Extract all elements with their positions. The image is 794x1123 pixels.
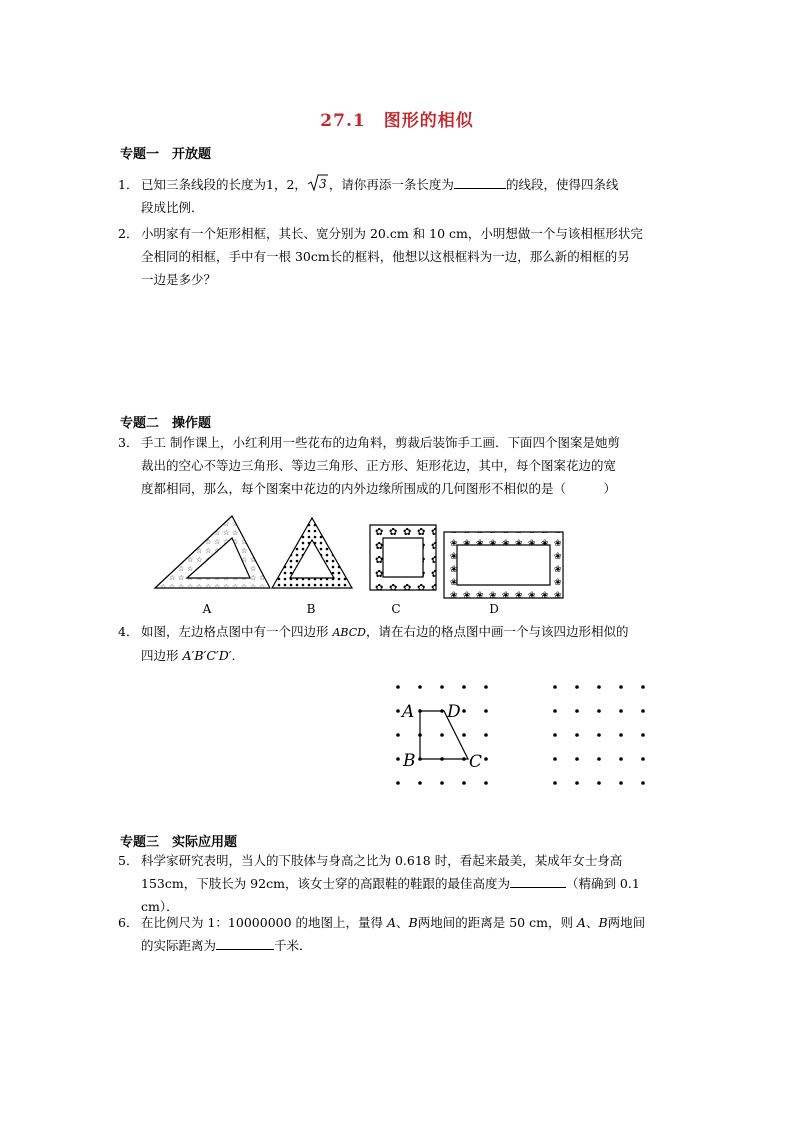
point-label-c: C [469, 752, 483, 772]
question-number: 3． [118, 435, 139, 450]
grid-dot [440, 781, 444, 785]
grid-dot [575, 709, 579, 713]
grid-dot [641, 757, 645, 761]
grid-dot [641, 685, 645, 689]
grid-dot [597, 709, 601, 713]
grid-dot [553, 733, 557, 737]
question-text: 手工 制作课上，小红利用一些花布的边角料，剪裁后装饰手工画．下面四个图案是她剪 裁出的空心不等边三角形、等边三角形、正方形、矩形花边，其中，每个图案花边的宽 度都相同，那么，每个图案中花边的内外边缘所围成的几何图形不相似的是（ ） [141, 435, 620, 496]
grid-dot [462, 709, 466, 713]
question-5 [118, 849, 678, 918]
grid-dot [484, 685, 488, 689]
grid-dot [440, 685, 444, 689]
grid-dot [418, 685, 422, 689]
section-heading-open: 专题一 开放题 [120, 147, 212, 162]
question-4 [118, 620, 678, 667]
question-text: 在比例尺为 1：10000000 的地图上，量得 A、B两地间的距离是 50 cm，则 A、B两地间 的实际距离为 千米． [141, 915, 646, 953]
lace-patterns-figure [150, 510, 570, 602]
grid-dot [575, 781, 579, 785]
answer-blank [454, 175, 506, 189]
question-number: 4． [118, 624, 139, 639]
point-label-d: D [447, 702, 461, 722]
question-2 [118, 222, 678, 291]
grid-dot [641, 733, 645, 737]
grid-dot [484, 733, 488, 737]
question-text: 如图，左边格点图中有一个四边形 ABCD，请在右边的格点图中画一个与该四边形相似的 四边形 A′B′C′D′． [141, 624, 629, 663]
grid-dot [575, 733, 579, 737]
question-number: 5． [118, 853, 139, 868]
grid-dot [597, 685, 601, 689]
grid-dot [619, 709, 623, 713]
grid-dot [484, 781, 488, 785]
question-6 [118, 911, 678, 957]
grid-dot [396, 709, 400, 713]
grid-dot [597, 733, 601, 737]
grid-dot [462, 733, 466, 737]
grid-dot [462, 685, 466, 689]
section-heading-operation: 专题二 操作题 [120, 416, 212, 431]
page-title: 27.1 图形的相似 [320, 111, 474, 131]
grid-dot [396, 781, 400, 785]
option-label-b: B [306, 602, 316, 616]
sqrt-symbol [307, 173, 329, 196]
grid-dot [396, 685, 400, 689]
option-label-a: A [202, 602, 212, 616]
grid-dot [553, 757, 557, 761]
grid-dot [396, 733, 400, 737]
point-label-b: B [403, 751, 416, 771]
point-label-a: A [402, 702, 415, 722]
grid-dot [575, 685, 579, 689]
grid-dot [553, 685, 557, 689]
question-number: 6． [118, 915, 139, 930]
question-text: 已知三条线段的长度为1，2， 3 ，请你再添一条长度为 的线段，使得四条线 段成比例． [141, 173, 678, 219]
sqrt-radicand: 3 [318, 177, 327, 191]
grid-dot [597, 781, 601, 785]
question-text: 科学家研究表明，当人的下肢体与身高之比为 0.618 时，看起来最美，某成年女士身高 153cm，下肢长为 92cm，该女士穿的高跟鞋的鞋跟的最佳高度为 （精确到 0.1 cm）． [141, 853, 640, 914]
question-text: 小明家有一个矩形相框，其长、宽分别为 20.cm 和 10 cm，小明想做一个与该相框形状完 全相同的相框，手中有一根 30cm长的框料，他想以这根框料为一边，那么新的相框的另 一边是多少？ [141, 226, 643, 287]
grid-dot [619, 781, 623, 785]
pattern-d-rectangle [444, 532, 563, 598]
option-label-c: C [391, 602, 401, 616]
grid-dot [553, 709, 557, 713]
grid-dot [484, 709, 488, 713]
grid-dot [484, 757, 488, 761]
answer-blank [510, 874, 566, 888]
grid-figures [385, 677, 665, 795]
grid-dot [575, 757, 579, 761]
grid-dot [462, 781, 466, 785]
answer-blank [216, 936, 274, 950]
quadrilateral-abcd [420, 711, 468, 759]
grid-dot [553, 781, 557, 785]
question-1 [118, 173, 678, 219]
pattern-a-scalene-triangle [155, 516, 270, 588]
grid-dot [619, 685, 623, 689]
grid-dot [619, 757, 623, 761]
grid-dot [396, 757, 400, 761]
right-dot-grid [553, 685, 645, 785]
section-heading-application: 专题三 实际应用题 [120, 835, 238, 850]
question-number: 2． [118, 226, 139, 241]
grid-dot [597, 757, 601, 761]
grid-dot [641, 781, 645, 785]
pattern-c-square [370, 525, 436, 590]
pattern-b-equilateral-triangle [272, 518, 352, 588]
question-3 [118, 431, 678, 500]
option-label-d: D [489, 602, 499, 616]
grid-dot [418, 781, 422, 785]
grid-dot [619, 733, 623, 737]
question-number: 1． [118, 177, 139, 192]
grid-dot [440, 733, 444, 737]
grid-dot [641, 709, 645, 713]
